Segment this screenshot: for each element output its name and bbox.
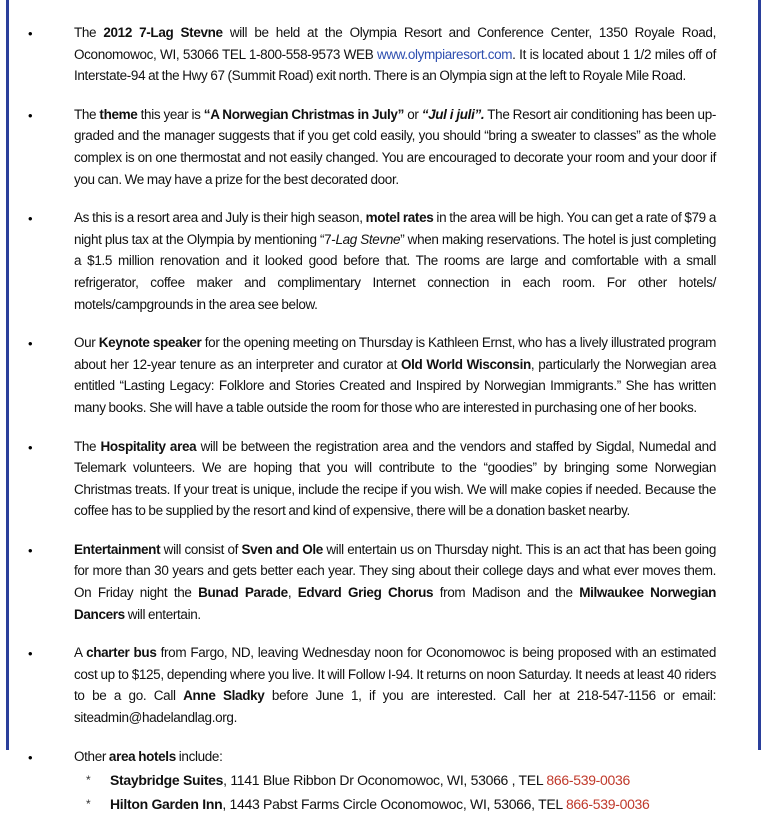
theme-title-norwegian: “Jul i juli”. [421,106,485,122]
resort-website-link[interactable]: www.olympiaresort.com [376,46,513,62]
hospitality-paragraph: The Hospitality area will be between the registration area and the vendors and staffed by Sigdal, Numedal and Telemark volunteers. We are hoping that you will contribute to the “goodies” by bringing some Norwegian Christmas treats. If your treat is unique, include the recipe if you wish. We will make copies if needed. Because the coffee has to be supplied by the resort and kind of expensive, there will be a donation basket nearby. [74,438,716,519]
area-hotels-paragraph: Other area hotels include: [74,748,223,764]
bullet-icon: • [28,336,33,352]
event-name: 2012 7-Lag Stevne [103,25,223,40]
bullet-icon: • [28,749,33,765]
bullet-icon: • [28,107,33,123]
bullet-icon: • [28,211,33,227]
list-item-area-hotels [0,746,768,768]
hotel-phone: 866-539-0036 [546,772,630,789]
keynote-paragraph: Our Keynote speaker for the opening meeting on Thursday is Kathleen Ernst, who has a lively illustrated program about her 12-year tenure as an interpreter and curator at Old World Wisconsin, particularly the Norwegian area entitled “Lasting Legacy: Folklore and Stories Created and Inspired by Norwegian Immigrants.” She has written many books. She will have a table outside the room for those who are interested in purchasing one of her books. [74,335,717,415]
bullet-icon: • [28,542,33,558]
list-item-charter-bus [0,642,768,728]
theme-paragraph: The theme this year is “A Norwegian Christmas in July” or “Jul i juli”. The Resort air conditioning has been up- graded and the manager suggests that if you get cold easily, you should “bring a sweater to classes” as the whole complex is on one thermostat and not easily changed. You are encouraged to decorate your room and your door if you can. We may have a prize for the best decorated door. [74,106,716,187]
bullet-icon: • [28,439,33,455]
asterisk-icon: * [86,797,91,812]
hotel-list-item: * Staybridge Suites, 1141 Blue Ribbon Dr Oconomowoc, WI, 53066 , TEL 866-539-0036 [0,769,768,791]
charter-bus-paragraph: A charter bus from Fargo, ND, leaving Wednesday noon for Oconomowoc is being proposed with an estimated cost up to $125, depending where you live. It will Follow I-94. It returns on noon Saturday. It needs at least 40 riders to be a go. Call Anne Sladky before June 1, if you are interested. Call her at 218-547-1156 or email: siteadmin@hadelandlag.org. [74,645,716,726]
hotel-name: Staybridge Suites [110,772,224,789]
entertainment-paragraph: Entertainment will consist of Sven and Ole will entertain us on Thursday night. This is an act that has been going for more than 30 years and gets better each year. They sing about their college days and what ever moves them. On Friday night the Bunad Parade, Edvard Grieg Chorus from Madison and the Milwaukee Norwegian Dancers will entertain. [74,541,717,622]
theme-title: “A Norwegian Christmas in July” [203,106,404,122]
bullet-icon: • [28,26,33,41]
venue-paragraph: The 2012 7-Lag Stevne will be held at the Olympia Resort and Conference Center, 1350 Royale Road, Oconomowoc, WI, 53066 TEL 1-800-558-9573 WEB www.olympiaresort.com. It is located about 1 1/2 miles off of Interstate-94 at the Hwy 67 (Summit Road) exit north. There is an Olympia sign at the left to Royale Mile Road. [74,25,716,84]
list-item-motel-rates [0,207,768,315]
list-item-keynote [0,332,768,418]
asterisk-icon: * [86,773,91,788]
list-item-entertainment [0,539,768,625]
bullet-icon: • [28,646,33,662]
motel-rates-paragraph: As this is a resort area and July is their high season, motel rates in the area will be high. You can get a rate of $79 a night plus tax at the Olympia by mentioning “7-Lag Stevne” when making reservations. The hotel is just completing a $1.5 million renovation and it looked good before that. The rooms are large and comfortable with a small refrigerator, coffee maker and complimentary Internet connection in each room. For other hotels/ motels/campgrounds in the area see below. [74,210,716,312]
hotel-phone: 866-539-0036 [565,796,650,813]
bulleted-list [0,22,768,815]
list-item-hospitality [0,436,768,522]
list-item-theme [0,104,768,190]
hotel-list-item: * Hilton Garden Inn, 1443 Pabst Farms Circle Oconomowoc, WI, 53066, TEL 866-539-0036 [0,793,768,815]
list-item-venue [0,22,768,87]
hotel-name: Hilton Garden Inn [110,796,223,813]
